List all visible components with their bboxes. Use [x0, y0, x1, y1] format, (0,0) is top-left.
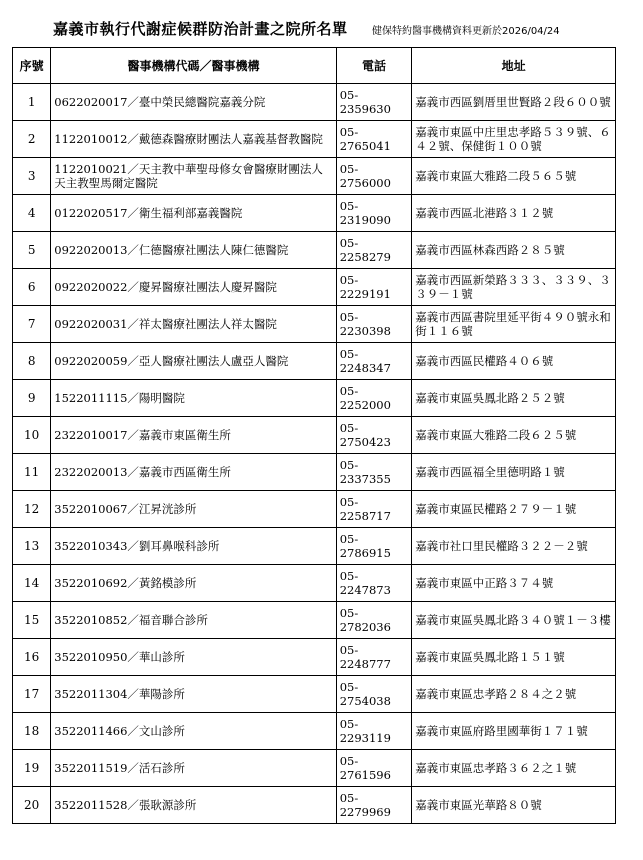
table-row: [13, 380, 616, 417]
clinic-table: [12, 47, 616, 824]
table-body: [13, 84, 616, 824]
table-row: [13, 417, 616, 454]
institution-cell: 3522010692／黃銘模診所: [51, 565, 336, 602]
institution-cell: 0922020031／祥太醫療社團法人祥太醫院: [51, 306, 336, 343]
row-number: 9: [13, 380, 51, 417]
institution-cell: 0622020017／臺中榮民總醫院嘉義分院: [51, 84, 336, 121]
table-row: [13, 232, 616, 269]
address-cell: 嘉義市東區吳鳳北路１５１號: [412, 639, 616, 676]
table-row: [13, 565, 616, 602]
address-cell: 嘉義市西區劉厝里世賢路２段６００號: [412, 84, 616, 121]
institution-cell: 1122010021／天主教中華聖母修女會醫療財團法人天主教聖馬爾定醫院: [51, 158, 336, 195]
institution-cell: 1522011115／陽明醫院: [51, 380, 336, 417]
table-row: [13, 454, 616, 491]
address-cell: 嘉義市西區福全里德明路１號: [412, 454, 616, 491]
phone-cell: 05-2750423: [336, 417, 412, 454]
phone-cell: 05-2258717: [336, 491, 412, 528]
header-address: 地址: [412, 48, 616, 84]
update-note: 健保特約醫事機構資料更新於2026/04/24: [372, 26, 560, 37]
institution-cell: 2322020013／嘉義市西區衛生所: [51, 454, 336, 491]
header-phone: 電話: [336, 48, 412, 84]
institution-cell: 3522010950／華山診所: [51, 639, 336, 676]
row-number: 20: [13, 787, 51, 824]
address-cell: 嘉義市西區民權路４０６號: [412, 343, 616, 380]
phone-cell: 05-2293119: [336, 713, 412, 750]
table-row: [13, 343, 616, 380]
table-row: [13, 491, 616, 528]
address-cell: 嘉義市東區吳鳳北路３４０號１－３樓: [412, 602, 616, 639]
institution-cell: 0122020517／衛生福利部嘉義醫院: [51, 195, 336, 232]
address-cell: 嘉義市東區中正路３７４號: [412, 565, 616, 602]
table-row: [13, 195, 616, 232]
address-cell: 嘉義市東區大雅路二段６２５號: [412, 417, 616, 454]
phone-cell: 05-2359630: [336, 84, 412, 121]
table-row: [13, 787, 616, 824]
address-cell: 嘉義市西區書院里延平街４９０號永和街１１６號: [412, 306, 616, 343]
row-number: 6: [13, 269, 51, 306]
institution-cell: 3522011519／活石診所: [51, 750, 336, 787]
phone-cell: 05-2252000: [336, 380, 412, 417]
institution-cell: 0922020059／亞人醫療社團法人盧亞人醫院: [51, 343, 336, 380]
phone-cell: 05-2229191: [336, 269, 412, 306]
address-cell: 嘉義市東區中庄里忠孝路５３９號、６４２號、保健街１００號: [412, 121, 616, 158]
header-no: 序號: [13, 48, 51, 84]
table-row: [13, 121, 616, 158]
table-row: [13, 713, 616, 750]
row-number: 7: [13, 306, 51, 343]
address-cell: 嘉義市西區林森西路２８５號: [412, 232, 616, 269]
table-row: [13, 750, 616, 787]
row-number: 3: [13, 158, 51, 195]
row-number: 13: [13, 528, 51, 565]
address-cell: 嘉義市西區北港路３１２號: [412, 195, 616, 232]
phone-cell: 05-2248777: [336, 639, 412, 676]
row-number: 12: [13, 491, 51, 528]
address-cell: 嘉義市社口里民權路３２２－２號: [412, 528, 616, 565]
institution-cell: 3522010852／福音聯合診所: [51, 602, 336, 639]
address-cell: 嘉義市東區忠孝路３６２之１號: [412, 750, 616, 787]
address-cell: 嘉義市東區忠孝路２８４之２號: [412, 676, 616, 713]
row-number: 1: [13, 84, 51, 121]
row-number: 17: [13, 676, 51, 713]
address-cell: 嘉義市東區府路里國華街１７１號: [412, 713, 616, 750]
address-cell: 嘉義市東區吳鳳北路２５２號: [412, 380, 616, 417]
institution-cell: 0922020013／仁德醫療社團法人陳仁德醫院: [51, 232, 336, 269]
phone-cell: 05-2786915: [336, 528, 412, 565]
row-number: 5: [13, 232, 51, 269]
row-number: 8: [13, 343, 51, 380]
address-cell: 嘉義市西區新榮路３３３、３３９、３３９－１號: [412, 269, 616, 306]
institution-cell: 3522010343／劉耳鼻喉科診所: [51, 528, 336, 565]
phone-cell: 05-2247873: [336, 565, 412, 602]
table-row: [13, 676, 616, 713]
institution-cell: 2322010017／嘉義市東區衛生所: [51, 417, 336, 454]
table-row: [13, 269, 616, 306]
row-number: 18: [13, 713, 51, 750]
phone-cell: 05-2248347: [336, 343, 412, 380]
table-header-row: [13, 48, 616, 84]
row-number: 15: [13, 602, 51, 639]
table-row: [13, 528, 616, 565]
table-row: [13, 306, 616, 343]
institution-cell: 3522010067／江昇洸診所: [51, 491, 336, 528]
row-number: 10: [13, 417, 51, 454]
institution-cell: 3522011528／張耿源診所: [51, 787, 336, 824]
row-number: 19: [13, 750, 51, 787]
header-institution: 醫事機構代碼／醫事機構: [51, 48, 336, 84]
page-title: 嘉義市執行代謝症候群防治計畫之院所名單: [53, 20, 348, 38]
row-number: 14: [13, 565, 51, 602]
phone-cell: 05-2337355: [336, 454, 412, 491]
table-row: [13, 84, 616, 121]
table-row: [13, 158, 616, 195]
institution-cell: 1122010012／戴德森醫療財團法人嘉義基督教醫院: [51, 121, 336, 158]
institution-cell: 3522011304／華陽診所: [51, 676, 336, 713]
address-cell: 嘉義市東區民權路２７９－１號: [412, 491, 616, 528]
phone-cell: 05-2319090: [336, 195, 412, 232]
phone-cell: 05-2754038: [336, 676, 412, 713]
row-number: 11: [13, 454, 51, 491]
address-cell: 嘉義市東區光華路８０號: [412, 787, 616, 824]
row-number: 16: [13, 639, 51, 676]
phone-cell: 05-2279969: [336, 787, 412, 824]
table-row: [13, 602, 616, 639]
phone-cell: 05-2765041: [336, 121, 412, 158]
phone-cell: 05-2761596: [336, 750, 412, 787]
title-row: [0, 10, 643, 40]
row-number: 4: [13, 195, 51, 232]
table-row: [13, 639, 616, 676]
institution-cell: 0922020022／慶昇醫療社團法人慶昇醫院: [51, 269, 336, 306]
institution-cell: 3522011466／文山診所: [51, 713, 336, 750]
row-number: 2: [13, 121, 51, 158]
phone-cell: 05-2782036: [336, 602, 412, 639]
address-cell: 嘉義市東區大雅路二段５６５號: [412, 158, 616, 195]
phone-cell: 05-2230398: [336, 306, 412, 343]
phone-cell: 05-2756000: [336, 158, 412, 195]
phone-cell: 05-2258279: [336, 232, 412, 269]
